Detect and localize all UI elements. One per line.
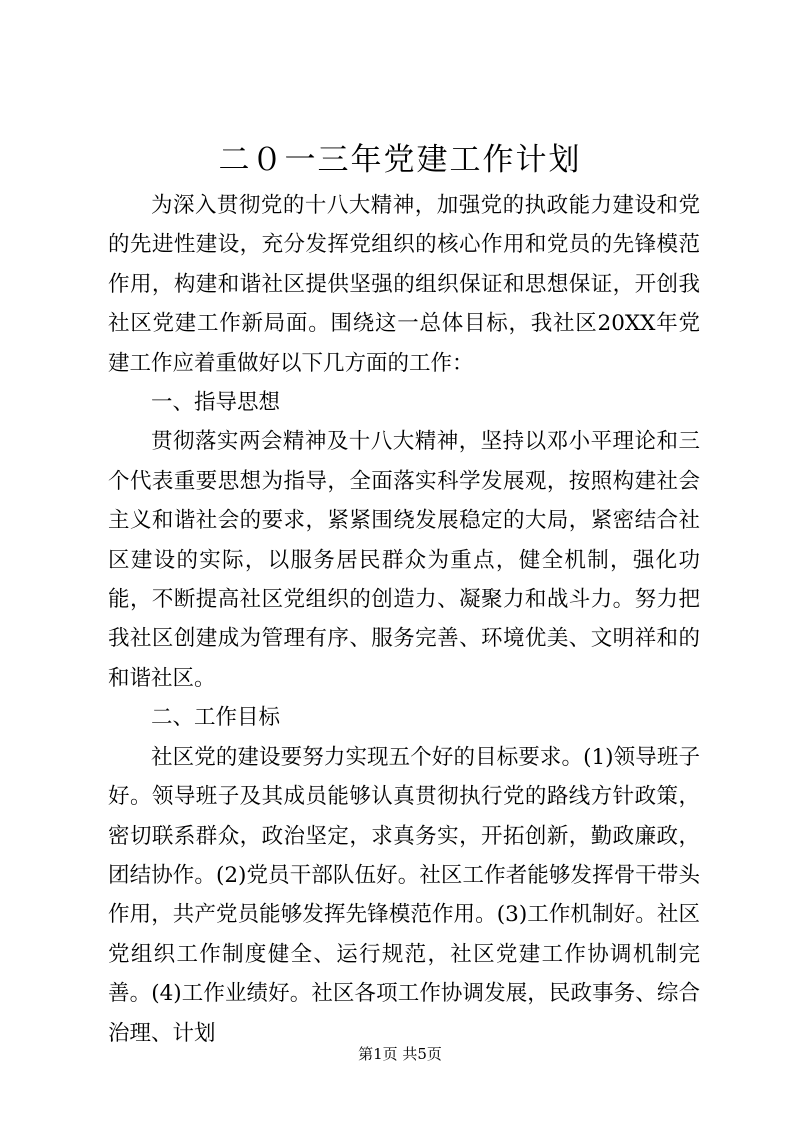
section-heading-work-goals: 二、工作目标 bbox=[151, 705, 281, 731]
intro-paragraph: 为深入贯彻党的十八大精神，加强党的执政能力建设和党的先进性建设，充分发挥党组织的核心作用和党员的先锋模范作用，构建和谐社区提供坚强的组织保证和思想保证，开创我社区党建工作新局面。围绕这一总体目标，我社区20XX年党建工作应着重做好以下几方面的工作： bbox=[108, 193, 700, 376]
guiding-thought-paragraph: 贯彻落实两会精神及十八大精神，坚持以邓小平理论和三个代表重要思想为指导，全面落实科学发展观，按照构建社会主义和谐社会的要求，紧紧围绕发展稳定的大局，紧密结合社区建设的实际，以服务居民群众为重点，健全机制，强化功能，不断提高社区党组织的创造力、凝聚力和战斗力。努力把我社区创建成为管理有序、服务完善、环境优美、文明祥和的和谐社区。 bbox=[108, 429, 700, 691]
document-title: 二０一三年党建工作计划 bbox=[218, 142, 582, 178]
section-heading-guiding-thought: 一、指导思想 bbox=[151, 390, 281, 416]
page-footer: 第1页 共5页 bbox=[358, 1045, 442, 1063]
work-goals-paragraph: 社区党的建设要努力实现五个好的目标要求。(1)领导班子好。领导班子及其成员能够认真贯彻执行党的路线方针政策，密切联系群众，政治坚定，求真务实，开拓创新，勤政廉政，团结协作。(2)党员干部队伍好。社区工作者能够发挥骨干带头作用，共产党员能够发挥先锋模范作用。(3)工作机制好。社区党组织工作制度健全、运行规范，社区党建工作协调机制完善。(4)工作业绩好。社区各项工作协调发展，民政事务、综合治理、计划 bbox=[108, 744, 700, 1046]
document-body bbox=[108, 186, 700, 1053]
